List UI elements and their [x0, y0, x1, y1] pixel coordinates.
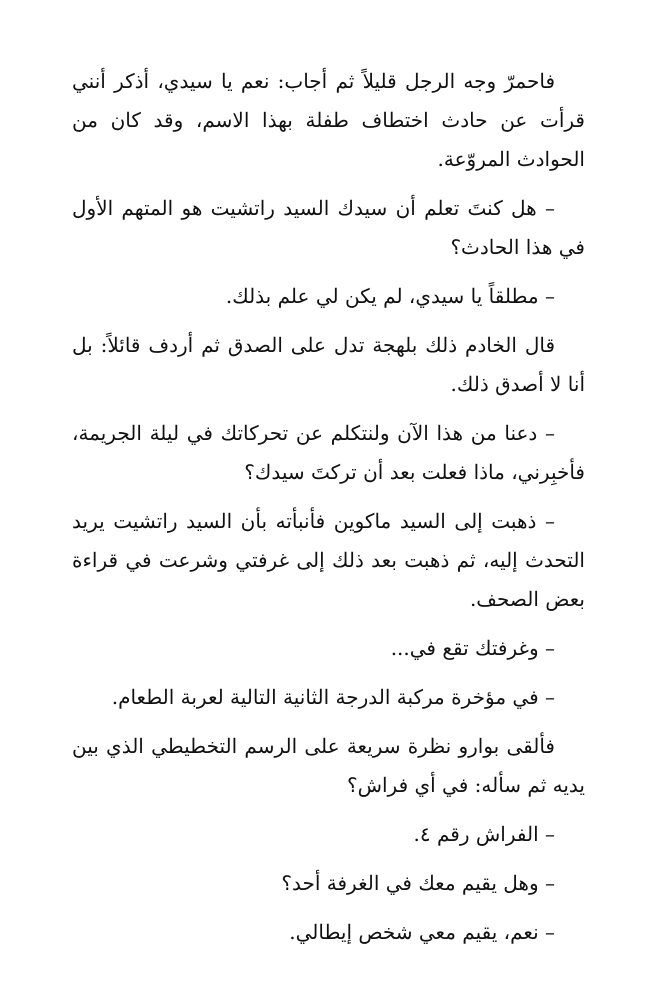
paragraph-dialog-8: – وهل يقيم معك في الغرفة أحد؟ [281, 871, 555, 895]
paragraph-dialog-2: – مطلقاً يا سيدي، لم يكن لي علم بذلك. [225, 284, 555, 308]
paragraph-dialog-7: – الفراش رقم ٤. [413, 822, 555, 846]
paragraph-dialog-9: – نعم، يقيم معي شخص إيطالي. [289, 920, 555, 944]
paragraph-narration-1: فاحمرّ وجه الرجل قليلاً ثم أجاب: نعم يا سيدي، أذكر أنني قرأت عن حادث اختطاف طفلة بهذا الاسم، وقد كان من الحوادث المروّعة. [72, 69, 585, 171]
paragraph-dialog-6: – في مؤخرة مركبة الدرجة الثانية التالية لعربة الطعام. [111, 685, 555, 709]
paragraph-dialog-4: – ذهبت إلى السيد ماكوين فأنبأته بأن السيد راتشيت يريد التحدث إليه، ثم ذهبت بعد ذلك إلى غرفتي وشرعت في قراءة بعض الصحف. [72, 509, 585, 611]
paragraph-narration-3: فألقى بوارو نظرة سريعة على الرسم التخطيطي الذي بين يديه ثم سأله: في أي فراش؟ [72, 734, 585, 797]
paragraph-narration-2: قال الخادم ذلك بلهجة تدل على الصدق ثم أردف قائلاً: بل أنا لا أصدق ذلك. [72, 333, 585, 396]
paragraph-dialog-3: – دعنا من هذا الآن ولنتكلم عن تحركاتك في ليلة الجريمة، فأخبِرني، ماذا فعلت بعد أن تركتَ سيدك؟ [72, 421, 585, 484]
paragraph-dialog-5: – وغرفتك تقع في... [390, 636, 555, 660]
paragraph-dialog-1: – هل كنتَ تعلم أن سيدك السيد راتشيت هو المتهم الأول في هذا الحادث؟ [72, 196, 585, 259]
